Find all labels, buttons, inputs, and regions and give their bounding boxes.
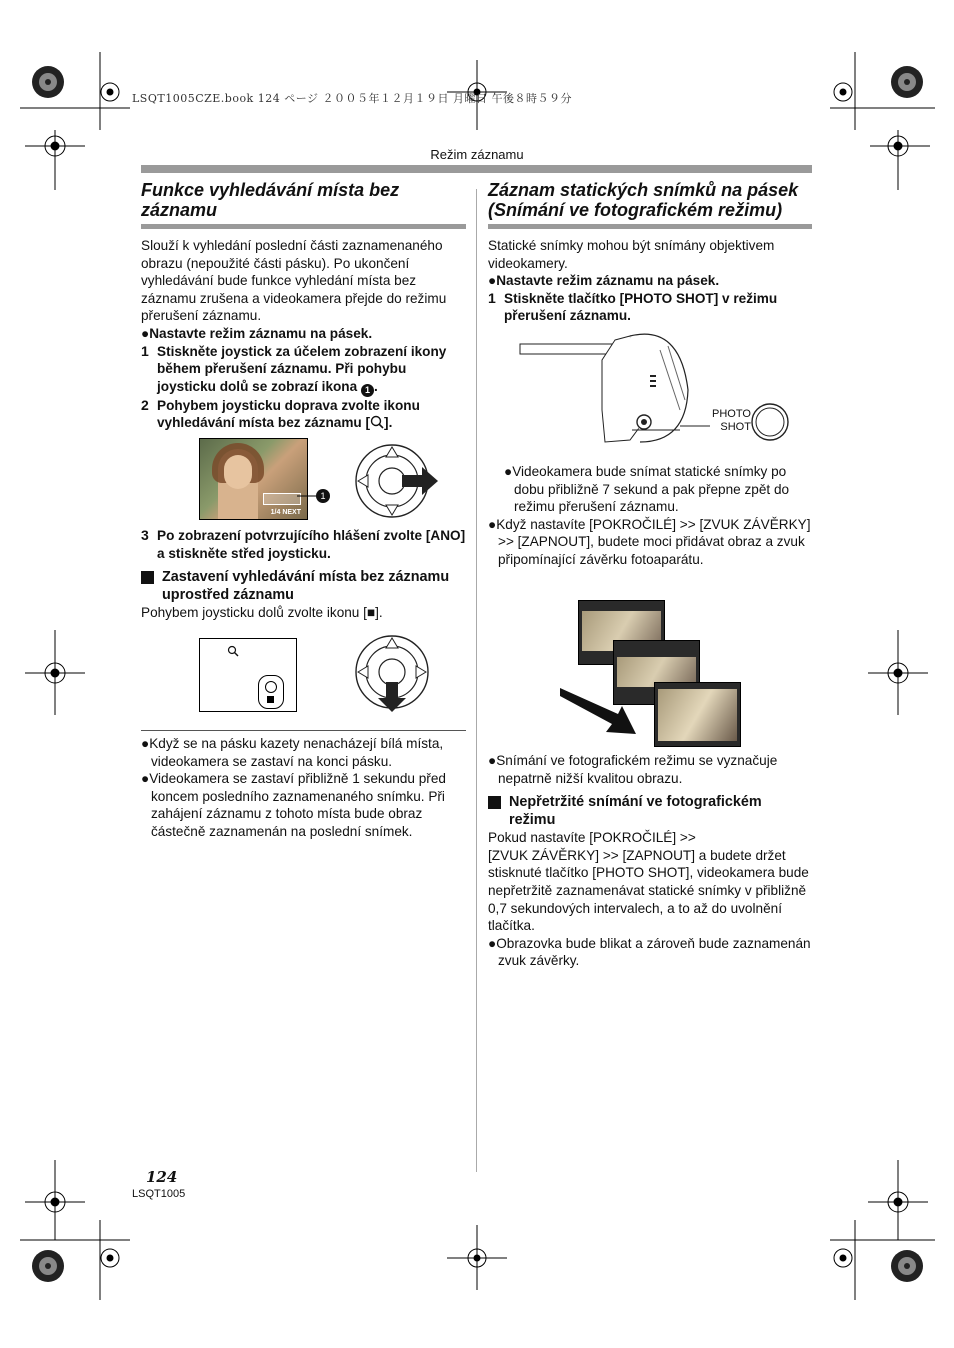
marker-icon: 1 xyxy=(361,384,374,397)
step-number: 1 xyxy=(488,289,496,306)
face-shape xyxy=(224,455,252,489)
screen-preview-blank xyxy=(199,638,297,712)
search-blank-icon xyxy=(227,645,239,657)
left-notes xyxy=(141,735,466,841)
left-step-2 xyxy=(141,397,466,432)
continuous-text-2: [ZVUK ZÁVĚRKY] >> [ZAPNOUT] a budete držet stisknuté tlačítko [PHOTO SHOT], videokamera bude nepřetržitě zaznamenávat statické snímky v přibližně 0,7 sekundových intervalech, a to až do uvolnění tlačítka. xyxy=(488,847,809,934)
callout-marker: 1 xyxy=(316,489,330,503)
screen-label: 1/4 NEXT xyxy=(270,509,301,516)
left-step-2-end: ]. xyxy=(384,415,393,431)
left-section-title: Funkce vyhledávání místa bez záznamu xyxy=(141,180,400,220)
continuous-heading xyxy=(488,793,812,829)
left-note-2-text: Videokamera se zastaví přibližně 1 sekundu před koncem posledního zaznamenaného snímku. Při zahájení záznamu z tohoto místa bude obraz částečně zaznamenán na poslední snímek. xyxy=(149,771,446,839)
right-step-1-text: Stiskněte tlačítko [PHOTO SHOT] v režimu přerušení záznamu. xyxy=(504,290,778,324)
overlay-icons xyxy=(263,493,301,505)
continuous-heading-text: Nepřetržité snímání ve fotografickém režimu xyxy=(509,794,762,829)
left-intro: Slouží k vyhledání poslední části zaznamenaného obrazu (nepoužité části pásku). Po ukončení vyhledávání bude funkce vyhledání místa bez záznamu zrušena a videokamera přejde do režimu přerušení záznamu. xyxy=(141,238,447,324)
right-column xyxy=(488,180,812,325)
page-number: 124 xyxy=(146,1168,178,1186)
left-title-bar xyxy=(141,224,466,229)
left-step-3-text: Po zobrazení potvrzujícího hlášení zvolte [ANO] a stiskněte střed joysticku. xyxy=(157,528,466,561)
right-note-c-text: Snímání ve fotografickém režimu se vyznačuje nepatrně nižší kvalitou obrazu. xyxy=(496,753,778,786)
stop-heading-text: Zastavení vyhledávání místa bez záznamu uprostřed záznamu xyxy=(162,569,450,604)
left-step-1-text: Stiskněte joystick za účelem zobrazení ikony během přerušení záznamu. Při pohybu joysticku dolů se zobrazí ikona xyxy=(157,343,447,394)
header-bar xyxy=(141,165,812,173)
right-section-title: Záznam statických snímků na pásek (Snímání ve fotografickém režimu) xyxy=(488,180,799,220)
stop-icon-panel xyxy=(258,675,284,709)
dog-image xyxy=(658,689,737,741)
left-step-3 xyxy=(141,527,466,562)
right-step-1 xyxy=(488,290,812,325)
left-note-2: ●Videokamera se zastaví přibližně 1 sekundu před koncem posledního zaznamenaného snímku. Při zahájení záznamu z tohoto místa bude obraz částečně zaznamenán na poslední snímek. xyxy=(141,771,446,839)
continuous-text-1: Pokud nastavíte [POKROČILÉ] >> xyxy=(488,830,696,846)
step-number: 1 xyxy=(141,342,149,359)
left-step-2-text: Pohybem joysticku doprava zvolte ikonu vyhledávání místa bez záznamu [ xyxy=(157,397,420,431)
search-blank-icon xyxy=(370,415,384,429)
stop-text: Pohybem joysticku dolů zvolte ikonu [■]. xyxy=(141,605,383,621)
joystick-down-icon xyxy=(352,634,442,724)
step-number: 2 xyxy=(141,396,149,413)
left-column-lower xyxy=(141,527,466,622)
right-note-b-text: Když nastavíte [POKROČILÉ] >> [ZVUK ZÁVĚRKY] >> [ZAPNOUT], budete moci přidávat obraz a zvuk připomínající závěrku fotoaparátu. xyxy=(496,516,811,567)
left-step-1: 1 Stiskněte joystick za účelem zobrazení ikony během přerušení záznamu. Při pohybu joysticku dolů se zobrazí ikona 1 . xyxy=(141,342,447,395)
circle-icon xyxy=(265,681,277,693)
left-note-1: ●Když se na pásku kazety nenacházejí bílá místa, videokamera se zastaví na konci pásku. xyxy=(141,736,444,769)
left-prereq: ●Nastavte režim záznamu na pásek. xyxy=(141,325,373,341)
right-note-b: ●Když nastavíte [POKROČILÉ] >> [ZVUK ZÁVĚRKY] >> [ZAPNOUT], budete moci přidávat obraz a zvuk připomínající závěrku fotoaparátu. xyxy=(488,516,811,567)
right-prereq-text: Nastavte režim záznamu na pásek. xyxy=(496,273,720,289)
photo-shot-label xyxy=(712,408,751,434)
stop-square-icon xyxy=(267,696,274,703)
left-note-1-text: Když se na pásku kazety nenacházejí bílá místa, videokamera se zastaví na konci pásku. xyxy=(149,736,444,769)
right-notes-lower xyxy=(488,752,812,970)
section-divider xyxy=(141,730,466,731)
right-note-c: ●Snímání ve fotografickém režimu se vyznačuje nepatrně nižší kvalitou obrazu. xyxy=(488,753,778,786)
sequence-arrow-icon xyxy=(558,686,648,746)
right-note-d-text: Obrazovka bude blikat a zároveň bude zaznamenán zvuk závěrky. xyxy=(496,935,811,969)
step-number: 3 xyxy=(141,527,149,543)
square-icon xyxy=(141,571,154,584)
stop-heading xyxy=(141,568,466,604)
right-note-a-text: Videokamera bude snímat statické snímky po dobu přibližně 7 sekund a pak přepne zpět do režimu přerušení záznamu. xyxy=(512,464,790,515)
right-prereq: ●Nastavte režim záznamu na pásek. xyxy=(488,273,720,289)
column-divider xyxy=(476,189,477,1172)
screen-preview-photo xyxy=(199,438,308,520)
right-intro: Statické snímky mohou být snímány objektivem videokamery. xyxy=(488,238,775,271)
right-note-a: ●Videokamera bude snímat statické snímky po dobu přibližně 7 sekund a pak přepne zpět do režimu přerušení záznamu. xyxy=(504,464,790,515)
square-icon xyxy=(488,796,501,809)
print-header: LSQT1005CZE.book 124 ページ ２００５年１２月１９日 月曜日 午後８時５９分 xyxy=(132,92,572,105)
right-note-d: ●Obrazovka bude blikat a zároveň bude zaznamenán zvuk závěrky. xyxy=(488,935,811,969)
photo-shot-line1: PHOTO xyxy=(712,408,751,420)
left-column xyxy=(141,180,466,432)
photo-shot-line2: SHOT xyxy=(720,421,751,433)
camcorder-illustration xyxy=(520,330,800,450)
left-prereq-text: Nastavte režim záznamu na pásek. xyxy=(149,325,373,341)
joystick-right-icon xyxy=(352,443,442,533)
right-title-bar xyxy=(488,224,812,229)
document-code: LSQT1005 xyxy=(132,1188,186,1200)
running-head: Režim záznamu xyxy=(430,147,524,162)
right-notes-upper xyxy=(488,463,812,569)
photo-frame-3 xyxy=(654,682,741,747)
